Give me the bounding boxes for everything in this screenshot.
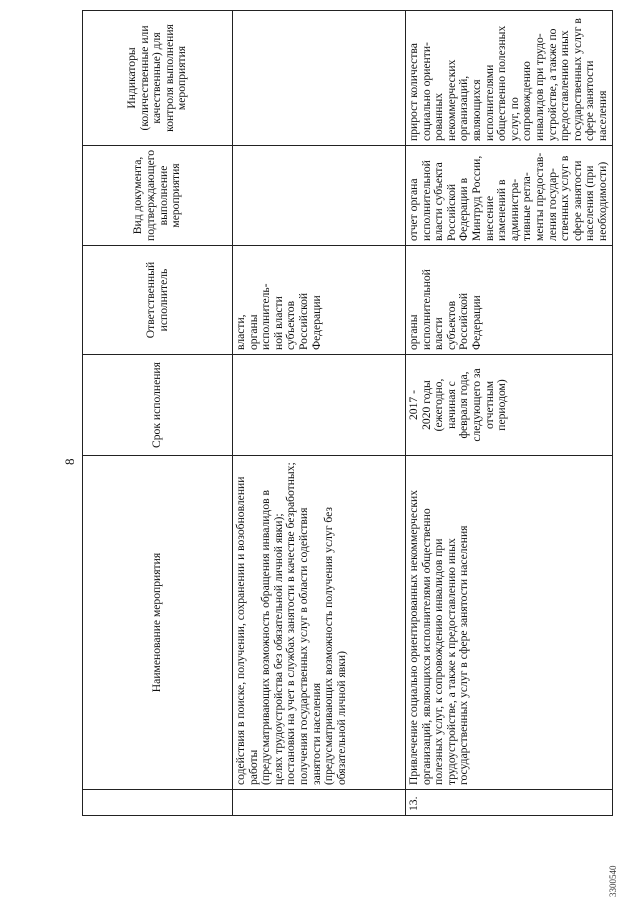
table-row	[406, 10, 613, 815]
row-name: содействия в поиске, получении, сохранении и возобновлении работы (предусматривающих возможность обращения инвалидов в целях трудоустройства без обязательной личной явки); постановки на учет в службах занятости в качестве безработных; получения государственных услуг в области содействия занятости населения (предусматривающих возможность получения услуг без обязательной личной явки)	[233, 456, 406, 790]
row-indicators	[233, 10, 406, 145]
row-term: 2017 - 2020 годы (ежегодно, начиная с февраля года, следующего за отчетным периодом)	[406, 355, 613, 456]
measures-table	[82, 10, 613, 816]
row-document	[233, 145, 406, 245]
table-header-row	[83, 10, 233, 815]
row-num	[233, 790, 406, 816]
table-row	[233, 10, 406, 815]
header-num	[83, 790, 233, 816]
header-document: Вид документа, подтверждающего выполнение мероприятия	[83, 145, 233, 245]
header-indicators: Индикаторы (количественные или качественные) для контроля выполнения мероприятия	[83, 10, 233, 145]
page-number: 8	[62, 458, 77, 465]
header-term: Срок исполнения	[83, 355, 233, 456]
header-name: Наименование мероприятия	[83, 456, 233, 790]
document-id: 3300540	[608, 865, 618, 897]
row-name: Привлечение социально ориентированных некоммерческих организаций, являющихся исполнителями общественно полезных услуг, к сопровождению инвалидов при трудоустройстве, а также к предоставлению иных государственных услуг в сфере занятости населения	[406, 456, 613, 790]
row-term	[233, 355, 406, 456]
header-responsible: Ответственный исполнитель	[83, 246, 233, 355]
row-responsible: власти, органы исполнитель- ной власти субъектов Российской Федерации	[233, 246, 406, 355]
row-indicators: прирост количества социально ориенти- рованных некоммерческих организаций, являющихся исполнителями общественно полезных услуг, по сопровождению инвалидов при трудо- устройстве, а также по предоставлению иных государственных услуг в сфере занятости населения	[406, 10, 613, 145]
row-document: отчет органа исполнительной власти субъекта Российской Федерации в Минтруд России, внесение изменений в администра- тивные регла- менты предостав- ления государ- ственных услуг в сфере занятости населения (при необходимости)	[406, 145, 613, 245]
row-responsible: органы исполнительной власти субъектов Российской Федерации	[406, 246, 613, 355]
row-num: 13.	[406, 790, 613, 816]
